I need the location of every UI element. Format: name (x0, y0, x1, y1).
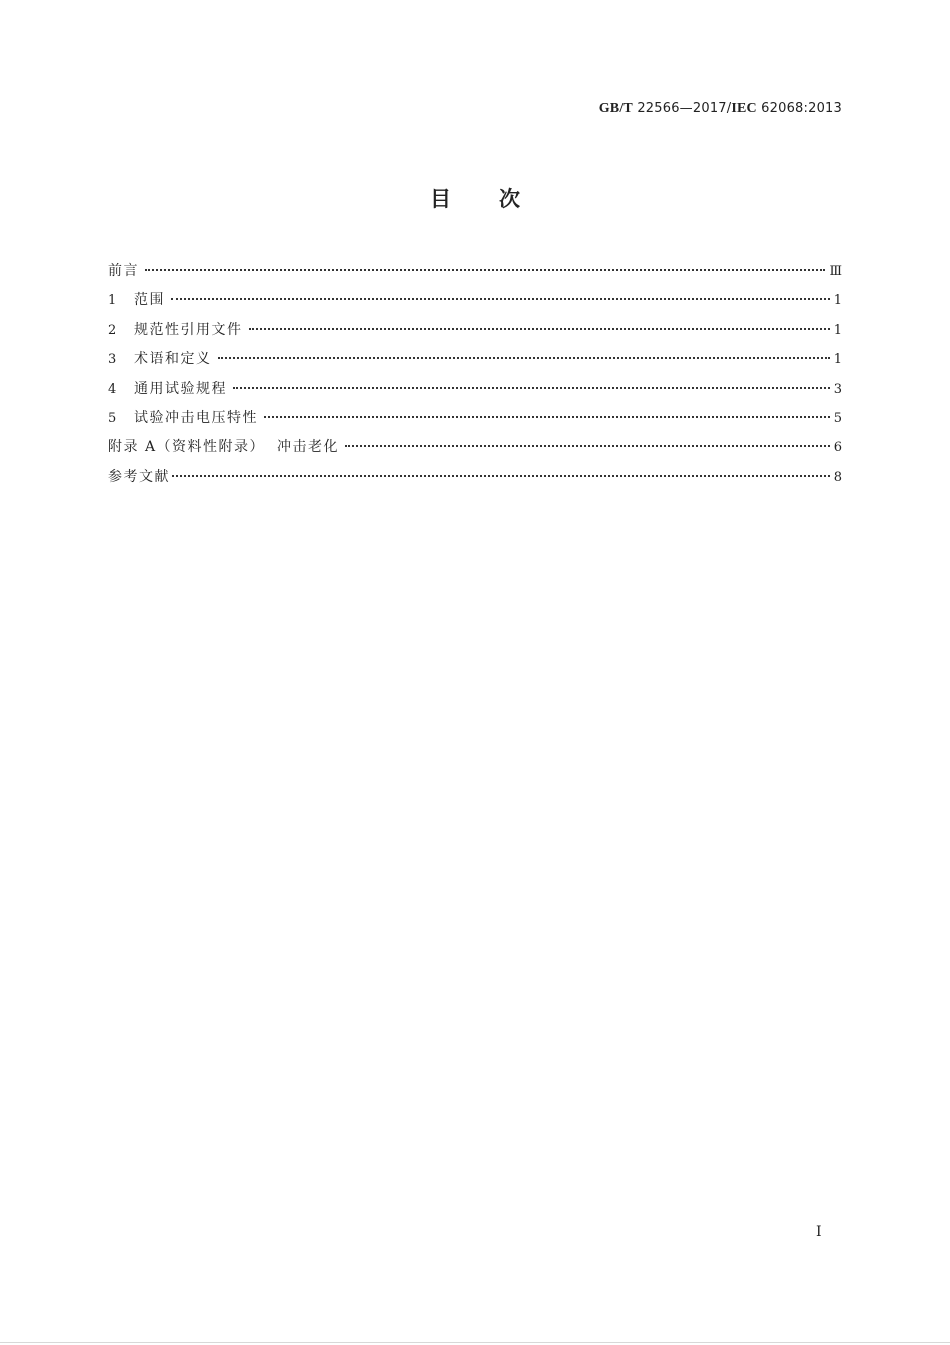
page-number: I (816, 1224, 822, 1240)
toc-entry-page: 1 (833, 352, 842, 368)
toc-dot-leader (233, 387, 830, 389)
toc-dot-leader (264, 416, 830, 418)
toc-entry-foreword[interactable] (108, 259, 842, 288)
toc-entry-label: 前言 (108, 263, 139, 279)
toc-entry-page: Ⅲ (829, 264, 842, 279)
toc-entry-label: 范围 (134, 292, 165, 309)
table-of-contents (108, 259, 842, 494)
standard-iec-prefix: IEC (731, 101, 757, 116)
page-title: 目次 (430, 187, 568, 211)
toc-entry-label: 试验冲击电压特性 (134, 409, 258, 426)
toc-entry-bibliography[interactable] (108, 465, 842, 494)
toc-entry-number: 3 (108, 352, 117, 368)
toc-entry-terms-definitions[interactable] (108, 347, 842, 376)
toc-entry-label: 附录 A（资料性附录） 冲击老化 (108, 439, 339, 456)
toc-entry-number: 4 (108, 381, 117, 397)
toc-entry-number: 5 (108, 410, 117, 426)
toc-entry-scope[interactable] (108, 288, 842, 317)
toc-entry-number: 2 (108, 322, 117, 338)
toc-dot-leader (249, 328, 830, 330)
toc-entry-normative-references[interactable] (108, 318, 842, 347)
toc-dot-leader (345, 445, 830, 447)
toc-entry-annex-a[interactable] (108, 435, 842, 464)
standard-iec-number: 62068:2013 (756, 101, 842, 116)
toc-entry-label: 规范性引用文件 (134, 321, 243, 338)
toc-entry-label: 通用试验规程 (134, 380, 227, 397)
toc-entry-impulse-voltage[interactable] (108, 406, 842, 435)
toc-entry-page: 6 (833, 440, 842, 456)
standard-number: 22566—2017/ (632, 101, 732, 116)
toc-entry-label: 参考文献 (108, 468, 170, 485)
toc-entry-general-test-procedure[interactable] (108, 377, 842, 406)
page-bottom-edge (0, 1342, 950, 1343)
toc-entry-page: 5 (833, 410, 842, 426)
toc-dot-leader (218, 357, 830, 359)
toc-entry-page: 3 (833, 381, 842, 397)
toc-entry-page: 1 (833, 293, 842, 309)
toc-entry-number: 1 (108, 293, 117, 309)
toc-entry-label: 术语和定义 (134, 351, 212, 368)
standard-number-header (599, 100, 842, 117)
toc-entry-page: 1 (833, 322, 842, 338)
toc-dot-leader (171, 298, 830, 300)
toc-dot-leader (145, 269, 825, 271)
toc-dot-leader (172, 475, 830, 477)
toc-entry-page: 8 (833, 469, 842, 485)
standard-prefix: GB/T (598, 101, 633, 116)
